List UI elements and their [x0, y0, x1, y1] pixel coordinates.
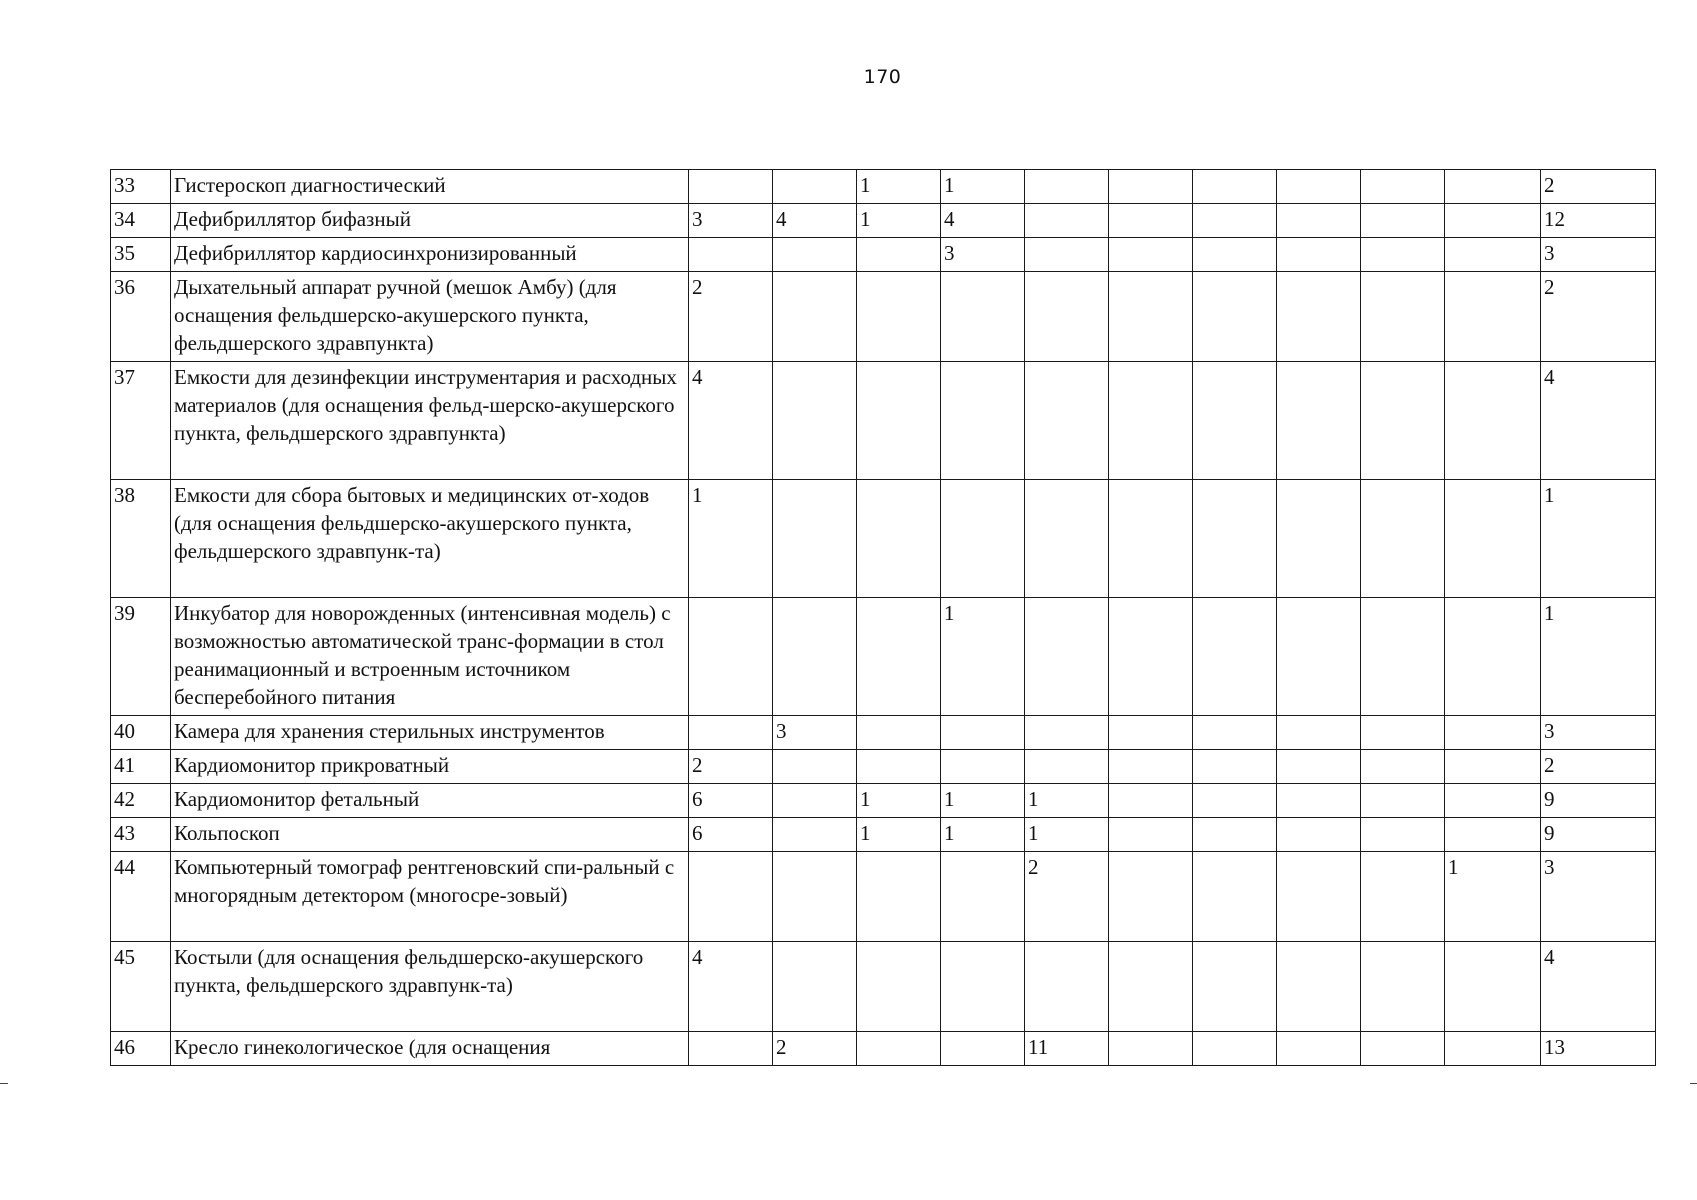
quantity-cell: [689, 598, 773, 716]
quantity-cell: [1109, 942, 1193, 1032]
quantity-cell: [857, 750, 941, 784]
quantity-cell: [773, 942, 857, 1032]
quantity-cell: [773, 272, 857, 362]
quantity-cell: [773, 784, 857, 818]
quantity-cell: [1445, 716, 1541, 750]
quantity-cell: [1277, 818, 1361, 852]
quantity-cell: [1193, 204, 1277, 238]
quantity-cell: [1361, 750, 1445, 784]
equipment-name: Костыли (для оснащения фельдшерско-акушерского пункта, фельдшерского здравпунк-та): [171, 942, 689, 1032]
quantity-cell: [1277, 852, 1361, 942]
table-row: [111, 750, 1656, 784]
quantity-cell: 6: [689, 784, 773, 818]
quantity-cell: [857, 942, 941, 1032]
quantity-cell: 1: [857, 818, 941, 852]
quantity-cell: [1193, 750, 1277, 784]
quantity-cell: [1445, 598, 1541, 716]
quantity-cell: [941, 272, 1025, 362]
quantity-cell: 1: [1025, 784, 1109, 818]
quantity-cell: [1193, 170, 1277, 204]
quantity-cell: [1277, 784, 1361, 818]
quantity-cell: [1277, 272, 1361, 362]
row-number: 42: [111, 784, 171, 818]
quantity-cell: 4: [689, 362, 773, 480]
quantity-cell: [1109, 272, 1193, 362]
quantity-cell: [773, 238, 857, 272]
quantity-cell: [1361, 362, 1445, 480]
quantity-cell: [1445, 784, 1541, 818]
total-cell: 9: [1541, 784, 1656, 818]
quantity-cell: [857, 1032, 941, 1066]
quantity-cell: [857, 272, 941, 362]
quantity-cell: [1193, 1032, 1277, 1066]
quantity-cell: [1361, 272, 1445, 362]
total-cell: 1: [1541, 480, 1656, 598]
total-cell: 9: [1541, 818, 1656, 852]
quantity-cell: [1361, 852, 1445, 942]
quantity-cell: [857, 852, 941, 942]
row-number: 36: [111, 272, 171, 362]
quantity-cell: [1193, 272, 1277, 362]
table-row: [111, 598, 1656, 716]
quantity-cell: [941, 750, 1025, 784]
equipment-name: Инкубатор для новорожденных (интенсивная модель) с возможностью автоматической транс-формации в стол реанимационный и встроенным источником бесперебойного питания: [171, 598, 689, 716]
quantity-cell: [1193, 238, 1277, 272]
quantity-cell: [857, 716, 941, 750]
quantity-cell: [1361, 818, 1445, 852]
quantity-cell: 1: [1445, 852, 1541, 942]
quantity-cell: [1445, 818, 1541, 852]
quantity-cell: [1445, 750, 1541, 784]
quantity-cell: [773, 818, 857, 852]
total-cell: 12: [1541, 204, 1656, 238]
page-number: 170: [863, 66, 902, 88]
total-cell: 3: [1541, 852, 1656, 942]
quantity-cell: 2: [689, 272, 773, 362]
quantity-cell: [1361, 170, 1445, 204]
quantity-cell: [1025, 362, 1109, 480]
total-cell: 13: [1541, 1032, 1656, 1066]
quantity-cell: [1445, 272, 1541, 362]
quantity-cell: [1277, 716, 1361, 750]
quantity-cell: [1445, 362, 1541, 480]
quantity-cell: 1: [689, 480, 773, 598]
table-body: [111, 170, 1656, 1066]
quantity-cell: [689, 238, 773, 272]
quantity-cell: [1025, 238, 1109, 272]
quantity-cell: [1277, 750, 1361, 784]
row-number: 40: [111, 716, 171, 750]
quantity-cell: [1445, 480, 1541, 598]
quantity-cell: [1277, 170, 1361, 204]
quantity-cell: 4: [941, 204, 1025, 238]
equipment-name: Емкости для сбора бытовых и медицинских от-ходов (для оснащения фельдшерско-акушерского пункта, фельдшерского здравпунк-та): [171, 480, 689, 598]
total-cell: 3: [1541, 238, 1656, 272]
quantity-cell: 3: [941, 238, 1025, 272]
equipment-name: Кардиомонитор фетальный: [171, 784, 689, 818]
equipment-name: Дыхательный аппарат ручной (мешок Амбу) (для оснащения фельдшерско-акушерского пункта, фельдшерского здравпункта): [171, 272, 689, 362]
equipment-name: Гистероскоп диагностический: [171, 170, 689, 204]
quantity-cell: [857, 362, 941, 480]
row-number: 35: [111, 238, 171, 272]
quantity-cell: [941, 362, 1025, 480]
row-number: 38: [111, 480, 171, 598]
equipment-table: [110, 169, 1656, 1066]
equipment-name: Кольпоскоп: [171, 818, 689, 852]
quantity-cell: [941, 480, 1025, 598]
quantity-cell: 1: [941, 784, 1025, 818]
quantity-cell: [689, 170, 773, 204]
table-row: [111, 204, 1656, 238]
quantity-cell: [773, 480, 857, 598]
quantity-cell: [1445, 204, 1541, 238]
quantity-cell: [1361, 480, 1445, 598]
quantity-cell: 1: [941, 170, 1025, 204]
table-row: [111, 784, 1656, 818]
quantity-cell: [1193, 362, 1277, 480]
quantity-cell: [1025, 598, 1109, 716]
quantity-cell: [941, 1032, 1025, 1066]
quantity-cell: [1109, 750, 1193, 784]
total-cell: 2: [1541, 750, 1656, 784]
quantity-cell: [1109, 170, 1193, 204]
quantity-cell: [689, 852, 773, 942]
equipment-name: Емкости для дезинфекции инструментария и расходных материалов (для оснащения фельд-шерско-акушерского пункта, фельдшерского здравпункта): [171, 362, 689, 480]
quantity-cell: [1193, 480, 1277, 598]
equipment-name: Компьютерный томограф рентгеновский спи-ральный с многорядным детектором (многосре-зовый): [171, 852, 689, 942]
quantity-cell: 11: [1025, 1032, 1109, 1066]
quantity-cell: [773, 852, 857, 942]
table-row: [111, 942, 1656, 1032]
quantity-cell: [941, 942, 1025, 1032]
row-number: 41: [111, 750, 171, 784]
quantity-cell: [1109, 852, 1193, 942]
quantity-cell: [773, 598, 857, 716]
equipment-name: Кардиомонитор прикроватный: [171, 750, 689, 784]
quantity-cell: [1025, 170, 1109, 204]
right-edge-mark: [1690, 1083, 1697, 1084]
quantity-cell: [1109, 818, 1193, 852]
row-number: 45: [111, 942, 171, 1032]
row-number: 39: [111, 598, 171, 716]
equipment-name: Дефибриллятор бифазный: [171, 204, 689, 238]
quantity-cell: 1: [941, 818, 1025, 852]
quantity-cell: [1361, 204, 1445, 238]
quantity-cell: [1277, 204, 1361, 238]
quantity-cell: [1277, 598, 1361, 716]
table-row: [111, 272, 1656, 362]
quantity-cell: [1109, 480, 1193, 598]
table-row: [111, 1032, 1656, 1066]
quantity-cell: [1193, 598, 1277, 716]
quantity-cell: 1: [857, 170, 941, 204]
quantity-cell: [773, 362, 857, 480]
total-cell: 3: [1541, 716, 1656, 750]
quantity-cell: [1193, 942, 1277, 1032]
quantity-cell: [1109, 238, 1193, 272]
quantity-cell: 3: [773, 716, 857, 750]
quantity-cell: [1277, 1032, 1361, 1066]
quantity-cell: [1109, 362, 1193, 480]
quantity-cell: [1109, 204, 1193, 238]
total-cell: 4: [1541, 942, 1656, 1032]
quantity-cell: [857, 598, 941, 716]
quantity-cell: [1277, 362, 1361, 480]
quantity-cell: [857, 480, 941, 598]
quantity-cell: 6: [689, 818, 773, 852]
row-number: 46: [111, 1032, 171, 1066]
quantity-cell: [857, 238, 941, 272]
quantity-cell: 1: [1025, 818, 1109, 852]
quantity-cell: [1025, 716, 1109, 750]
quantity-cell: [1025, 480, 1109, 598]
row-number: 37: [111, 362, 171, 480]
table-row: [111, 818, 1656, 852]
quantity-cell: 1: [941, 598, 1025, 716]
total-cell: 2: [1541, 170, 1656, 204]
quantity-cell: [689, 716, 773, 750]
equipment-name: Камера для хранения стерильных инструментов: [171, 716, 689, 750]
quantity-cell: [1445, 238, 1541, 272]
quantity-cell: 3: [689, 204, 773, 238]
quantity-cell: [1025, 750, 1109, 784]
quantity-cell: [1445, 170, 1541, 204]
quantity-cell: [689, 1032, 773, 1066]
quantity-cell: [1109, 1032, 1193, 1066]
total-cell: 1: [1541, 598, 1656, 716]
quantity-cell: [1193, 852, 1277, 942]
quantity-cell: [1109, 716, 1193, 750]
table-row: [111, 238, 1656, 272]
table-row: [111, 362, 1656, 480]
quantity-cell: 2: [1025, 852, 1109, 942]
quantity-cell: [773, 170, 857, 204]
table-row: [111, 852, 1656, 942]
quantity-cell: [1277, 238, 1361, 272]
quantity-cell: [1361, 942, 1445, 1032]
quantity-cell: [1025, 272, 1109, 362]
quantity-cell: [1445, 942, 1541, 1032]
table-row: [111, 480, 1656, 598]
quantity-cell: [1445, 1032, 1541, 1066]
quantity-cell: [1193, 784, 1277, 818]
quantity-cell: [1361, 784, 1445, 818]
quantity-cell: [773, 750, 857, 784]
quantity-cell: [1277, 480, 1361, 598]
quantity-cell: [1193, 716, 1277, 750]
quantity-cell: [1361, 716, 1445, 750]
row-number: 33: [111, 170, 171, 204]
row-number: 43: [111, 818, 171, 852]
row-number: 34: [111, 204, 171, 238]
quantity-cell: [1277, 942, 1361, 1032]
table-row: [111, 170, 1656, 204]
quantity-cell: [1361, 598, 1445, 716]
equipment-name: Дефибриллятор кардиосинхронизированный: [171, 238, 689, 272]
quantity-cell: 4: [689, 942, 773, 1032]
total-cell: 4: [1541, 362, 1656, 480]
quantity-cell: 2: [773, 1032, 857, 1066]
table-row: [111, 716, 1656, 750]
quantity-cell: [941, 852, 1025, 942]
row-number: 44: [111, 852, 171, 942]
quantity-cell: 2: [689, 750, 773, 784]
quantity-cell: [941, 716, 1025, 750]
left-edge-mark: [0, 1083, 8, 1084]
total-cell: 2: [1541, 272, 1656, 362]
quantity-cell: [1361, 238, 1445, 272]
equipment-name: Кресло гинекологическое (для оснащения: [171, 1032, 689, 1066]
quantity-cell: 4: [773, 204, 857, 238]
quantity-cell: [1193, 818, 1277, 852]
quantity-cell: [1025, 942, 1109, 1032]
quantity-cell: [1109, 598, 1193, 716]
quantity-cell: 1: [857, 784, 941, 818]
quantity-cell: 1: [857, 204, 941, 238]
quantity-cell: [1361, 1032, 1445, 1066]
quantity-cell: [1109, 784, 1193, 818]
quantity-cell: [1025, 204, 1109, 238]
